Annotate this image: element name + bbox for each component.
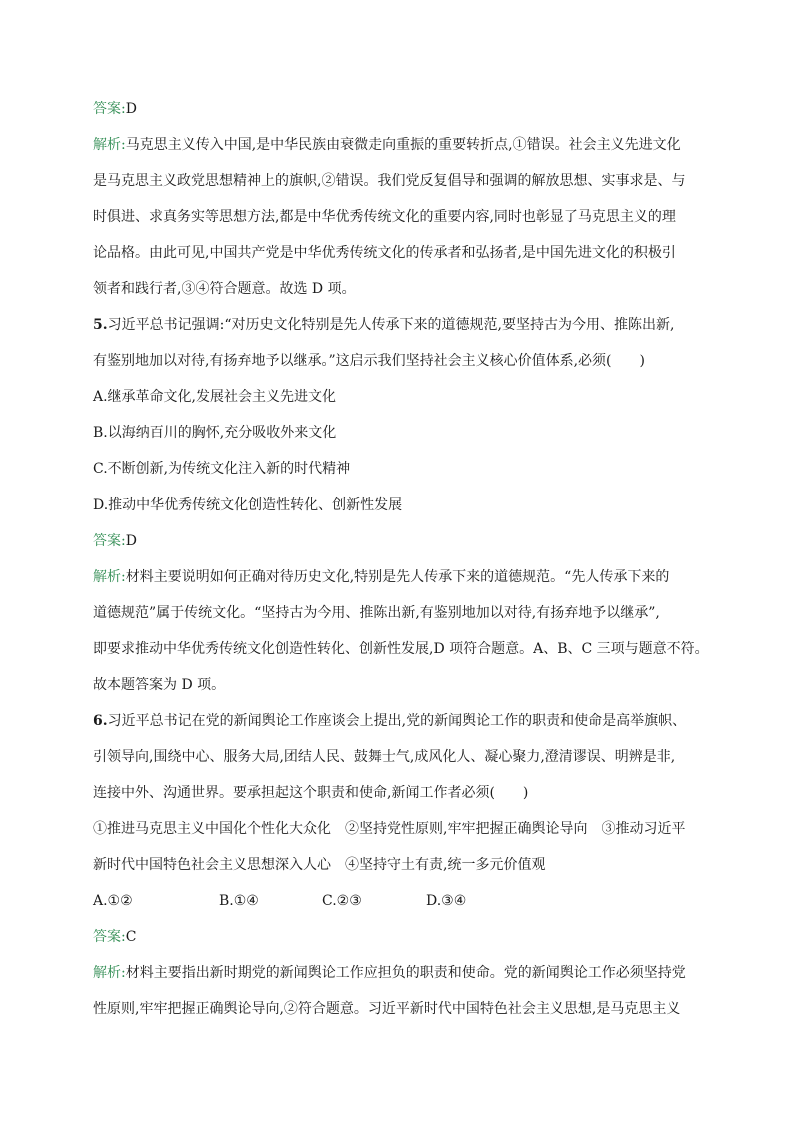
- analysis-line: [93, 136, 705, 154]
- question-stem: [93, 316, 705, 334]
- analysis-line: [93, 964, 705, 982]
- choice-c: C.②③: [322, 893, 362, 909]
- answer-value: C: [125, 929, 137, 945]
- analysis-label: 解析:: [93, 569, 126, 585]
- answer-label: 答案:: [93, 101, 126, 117]
- option-d: D.推动中华优秀传统文化创造性转化、创新性发展: [93, 497, 403, 513]
- answer-line: [93, 532, 705, 550]
- analysis-line: 时俱进、求真务实等思想方法,都是中华优秀传统文化的重要内容,同时也彰显了马克思主义的理: [93, 209, 676, 225]
- analysis-line: 故本题答案为 D 项。: [93, 677, 226, 693]
- choice-b: B.①④: [219, 893, 259, 909]
- question-stem: [93, 712, 705, 730]
- question-stem: 引领导向,围绕中心、服务大局,团结人民、鼓舞士气,成风化人、凝心聚力,澄清谬误、明辨是非,: [93, 749, 676, 765]
- answer-line: [93, 100, 705, 118]
- document-page: [93, 100, 709, 1018]
- option-b: B.以海纳百川的胸怀,充分吸收外来文化: [93, 425, 337, 441]
- answer-value: D: [125, 533, 137, 549]
- analysis-line: 性原则,牢牢把握正确舆论导向,②符合题意。习近平新时代中国特色社会主义思想,是马克思主义: [93, 1001, 681, 1017]
- question-number: 6.: [93, 713, 108, 729]
- choice-a: A.①②: [93, 893, 133, 909]
- answer-value: D: [125, 101, 137, 117]
- analysis-line: 领者和践行者,③④符合题意。故选 D 项。: [93, 281, 356, 297]
- question-text: 习近平总书记在党的新闻舆论工作座谈会上提出,党的新闻舆论工作的职责和使命是高举旗帜、: [107, 713, 687, 729]
- analysis-text: 马克思主义传入中国,是中华民族由衰微走向重振的重要转折点,①错误。社会主义先进文化: [125, 137, 681, 153]
- choice-d: D.③④: [426, 893, 467, 909]
- analysis-label: 解析:: [93, 137, 126, 153]
- analysis-label: 解析:: [93, 965, 126, 981]
- question-text: 习近平总书记强调:“对历史文化特别是先人传承下来的道德规范,要坚持古为今用、推陈出新,: [107, 317, 675, 333]
- analysis-line: 论品格。由此可见,中国共产党是中华优秀传统文化的传承者和弘扬者,是中国先进文化的积极引: [93, 245, 676, 261]
- question-stem: 连接中外、沟通世界。要承担起这个职责和使命,新闻工作者必须( ): [93, 785, 529, 801]
- option-a: A.继承革命文化,发展社会主义先进文化: [93, 389, 337, 405]
- analysis-line: 道德规范”属于传统文化。“坚持古为今用、推陈出新,有鉴别地加以对待,有扬弃地予以继承”,: [93, 605, 660, 621]
- answer-line: [93, 928, 705, 946]
- choice-row: [93, 892, 705, 910]
- statement-line: ①推进马克思主义中国化个性化大众化 ②坚持党性原则,牢牢把握正确舆论导向 ③推动习近平: [93, 821, 686, 837]
- analysis-text: 材料主要说明如何正确对待历史文化,特别是先人传承下来的道德规范。“先人传承下来的: [125, 569, 670, 585]
- analysis-line: 是马克思主义政党思想精神上的旗帜,②错误。我们党反复倡导和强调的解放思想、实事求是、与: [93, 173, 686, 189]
- analysis-line: 即要求推动中华优秀传统文化创造性转化、创新性发展,D 项符合题意。A、B、C 三项与题意不符。: [93, 641, 709, 657]
- answer-label: 答案:: [93, 533, 126, 549]
- option-c: C.不断创新,为传统文化注入新的时代精神: [93, 461, 351, 477]
- analysis-line: [93, 568, 705, 586]
- question-stem: 有鉴别地加以对待,有扬弃地予以继承。”这启示我们坚持社会主义核心价值体系,必须( ): [93, 353, 645, 369]
- statement-line: 新时代中国特色社会主义思想深入人心 ④坚持守土有责,统一多元价值观: [93, 857, 546, 873]
- answer-label: 答案:: [93, 929, 126, 945]
- analysis-text: 材料主要指出新时期党的新闻舆论工作应担负的职责和使命。党的新闻舆论工作必须坚持党: [125, 965, 686, 981]
- question-number: 5.: [93, 317, 108, 333]
